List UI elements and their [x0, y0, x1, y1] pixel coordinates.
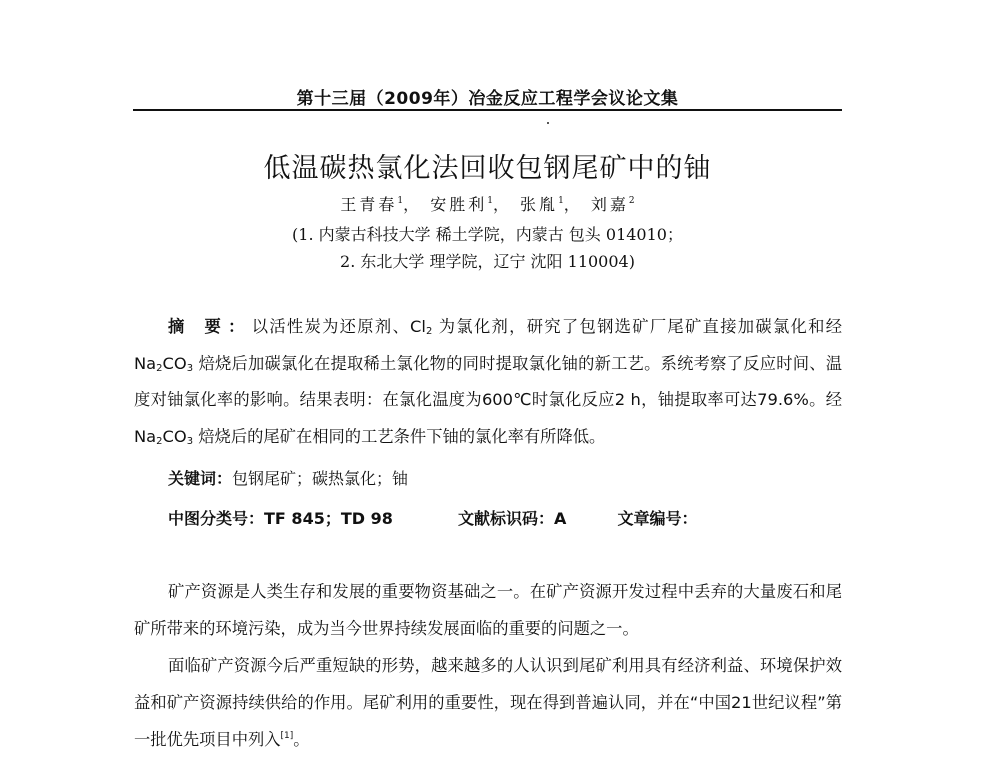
abstract-text: 焙烧后的尾矿在相同的工艺条件下铀的氯化率有所降低。 [193, 426, 606, 446]
author-name: 王青春 [340, 195, 398, 214]
subscript: 2 [156, 435, 163, 447]
abstract-text: CO [162, 426, 187, 446]
subscript: 3 [186, 435, 194, 447]
keywords-value: 包钢尾矿；碳热氯化；铀 [232, 469, 409, 488]
author-affil-mark: 1 [397, 196, 404, 206]
author-affil-mark: 1 [558, 196, 564, 206]
header-rule [133, 109, 842, 111]
author-separator: ， [403, 195, 423, 214]
author-affil-mark: 1 [487, 196, 493, 206]
article-no-label: 文章编号： [617, 509, 698, 528]
abstract-text: CO [162, 353, 187, 373]
doc-code-value: A [553, 509, 567, 528]
abstract [134, 309, 842, 455]
author-name: 安胜利 [430, 195, 488, 214]
document-code [458, 506, 566, 529]
doc-code-label: 文献标识码： [457, 509, 554, 528]
abstract-text: 为氯化剂，研究了包钢选矿厂尾矿直接加碳氯化和经Na [134, 317, 842, 373]
citation-mark: [1] [280, 731, 294, 741]
author-separator: ， [563, 195, 583, 214]
affiliation-2: 2. 东北大学 理学院，辽宁 沈阳 110004) [340, 252, 635, 271]
paragraph-end: 。 [293, 730, 310, 749]
keywords-label: 关键词： [168, 469, 233, 488]
author-list [133, 192, 842, 215]
author-affil-mark: 2 [628, 196, 635, 206]
clc-label: 中图分类号： [168, 509, 265, 528]
paper-title: 低温碳热氯化法回收包钢尾矿中的铀 [263, 153, 712, 184]
author-name: 张胤 [520, 195, 559, 214]
abstract-text: 以活性炭为还原剂、Cl [251, 317, 426, 336]
subscript: 3 [186, 362, 194, 374]
clc-number [168, 506, 393, 529]
scan-artifact [547, 122, 549, 124]
keywords [168, 466, 408, 489]
affiliation-1: (1. 内蒙古科技大学 稀土学院，内蒙古 包头 014010； [292, 225, 683, 244]
subscript: 2 [425, 326, 433, 337]
paragraph-text: 面临矿产资源今后严重短缺的形势，越来越多的人认识到尾矿利用具有经济利益、环境保护效益和矿产资源持续供给的作用。尾矿利用的重要性，现在得到普遍认同，并在“中国21世纪议程”第一批优先项目中列入 [134, 656, 842, 749]
paragraph: 矿产资源是人类生存和发展的重要物资基础之一。在矿产资源开发过程中丢弃的大量废石和尾矿所带来的环境污染，成为当今世界持续发展面临的重要的问题之一。 [134, 582, 842, 638]
running-header: 第十三届（2009年）冶金反应工程学会议论文集 [296, 89, 679, 109]
paragraph [134, 647, 842, 758]
subscript: 2 [156, 362, 163, 374]
article-number [617, 506, 697, 529]
author-separator: ， [492, 195, 512, 214]
body-text [134, 573, 842, 758]
author-name: 刘嘉 [590, 195, 629, 214]
abstract-label: 摘 要： [168, 317, 252, 336]
abstract-text: 焙烧后加碳氯化在提取稀土氯化物的同时提取氯化铀的新工艺。系统考察了反应时间、温度对铀氯化率的影响。结果表明：在氯化温度为600℃时氯化反应2 h，铀提取率可达79.6%。经Na [134, 353, 842, 446]
clc-value: TF 845；TD 98 [264, 509, 393, 528]
classification-line [168, 506, 697, 529]
